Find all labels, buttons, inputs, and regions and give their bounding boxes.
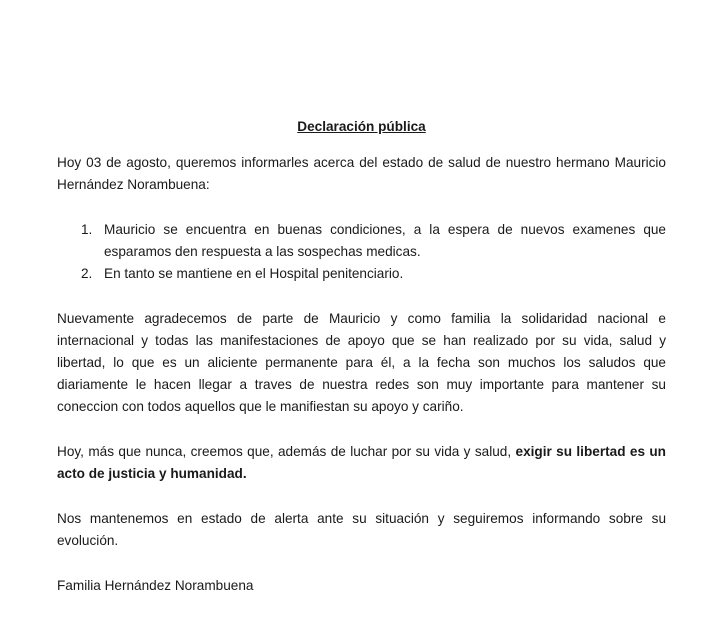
alert-paragraph: Nos mantenemos en estado de alerta ante su situación y seguiremos informando sobre su evolución.	[57, 511, 666, 548]
list-item	[57, 263, 666, 285]
libertad-text: Hoy, más que nunca, creemos que, además de luchar por su vida y salud,	[57, 444, 516, 459]
libertad-emphasis: exigir su libertad es un acto de justicia y humanidad.	[57, 444, 666, 481]
list-item-text: Mauricio se encuentra en buenas condiciones, a la espera de nuevos examenes que esparamos den respuesta a las sospechas medicas.	[104, 222, 666, 259]
list-item-text: En tanto se mantiene en el Hospital penitenciario.	[104, 266, 404, 281]
list-item-number: 1.	[81, 222, 93, 237]
document-title: Declaración pública	[297, 119, 426, 134]
document-page	[57, 116, 666, 597]
intro-paragraph: Hoy 03 de agosto, queremos informarles acerca del estado de salud de nuestro hermano Mauricio Hernández Norambuena:	[57, 155, 666, 192]
signature: Familia Hernández Norambuena	[57, 578, 254, 593]
status-list	[57, 219, 666, 285]
list-item	[57, 219, 666, 263]
thanks-paragraph: Nuevamente agradecemos de parte de Mauricio y como familia la solidaridad nacional e internacional y todas las manifestaciones de apoyo que se han realizado por su vida, salud y libertad, lo que es un aliciente permanente para él, a la fecha son muchos los saludos que diariamente le hacen llegar a traves de nuestra redes son muy importante para mantener su coneccion con todos aquellos que le manifiestan su apoyo y cariño.	[57, 311, 666, 414]
libertad-paragraph	[57, 441, 666, 485]
list-item-number: 2.	[81, 266, 93, 281]
